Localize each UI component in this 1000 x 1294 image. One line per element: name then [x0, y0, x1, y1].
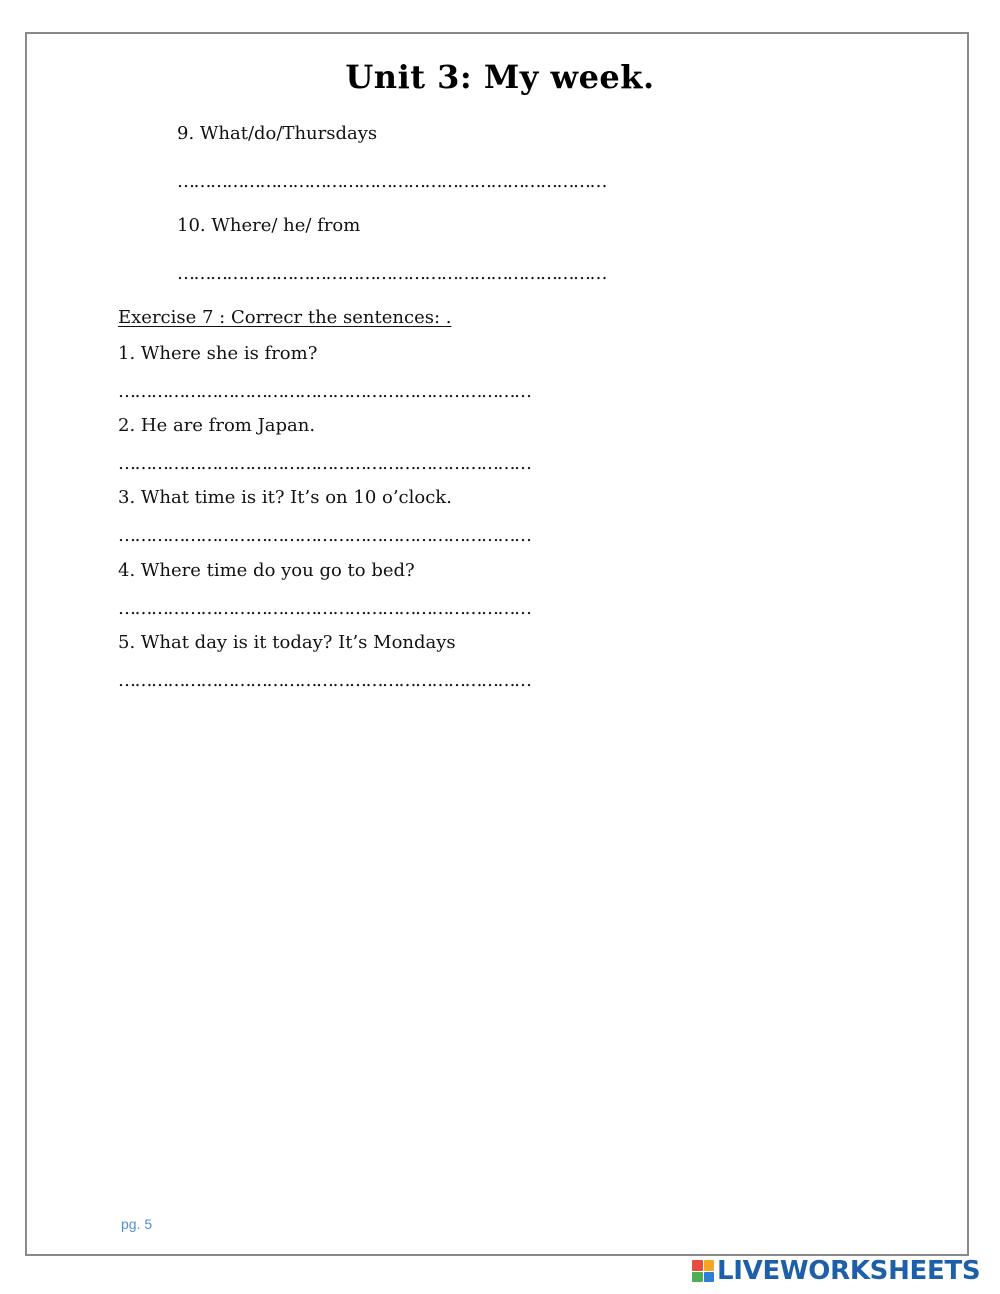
answer-line-9[interactable]: ……………………………………………………………………: [177, 171, 606, 192]
sentence-3: 3. What time is it? It’s on 10 o’clock.: [118, 487, 452, 508]
page-title: Unit 3: My week.: [345, 58, 655, 96]
liveworksheets-logo[interactable]: [692, 1256, 980, 1286]
sentence-4: 4. Where time do you go to bed?: [118, 560, 415, 581]
logo-square-green: [692, 1272, 703, 1283]
page-number: pg. 5: [121, 1216, 153, 1232]
question-9: 9. What/do/Thursdays: [177, 123, 378, 144]
answer-line-3[interactable]: …………………………………………………………………: [118, 525, 531, 546]
answer-line-1[interactable]: …………………………………………………………………: [118, 381, 531, 402]
sentence-5: 5. What day is it today? It’s Mondays: [118, 632, 456, 653]
logo-square-orange: [704, 1260, 715, 1271]
sentence-1: 1. Where she is from?: [118, 343, 318, 364]
answer-line-5[interactable]: …………………………………………………………………: [118, 670, 531, 691]
answer-line-4[interactable]: …………………………………………………………………: [118, 598, 531, 619]
liveworksheets-logo-icon: [692, 1260, 714, 1282]
exercise-7-heading: Exercise 7 : Correcr the sentences: .: [118, 307, 452, 328]
sentence-2: 2. He are from Japan.: [118, 415, 316, 436]
logo-square-blue: [704, 1272, 715, 1283]
logo-text: LIVEWORKSHEETS: [717, 1256, 981, 1286]
logo-square-red: [692, 1260, 703, 1271]
question-10: 10. Where/ he/ from: [177, 215, 361, 236]
answer-line-10[interactable]: ……………………………………………………………………: [177, 263, 606, 284]
answer-line-2[interactable]: …………………………………………………………………: [118, 453, 531, 474]
